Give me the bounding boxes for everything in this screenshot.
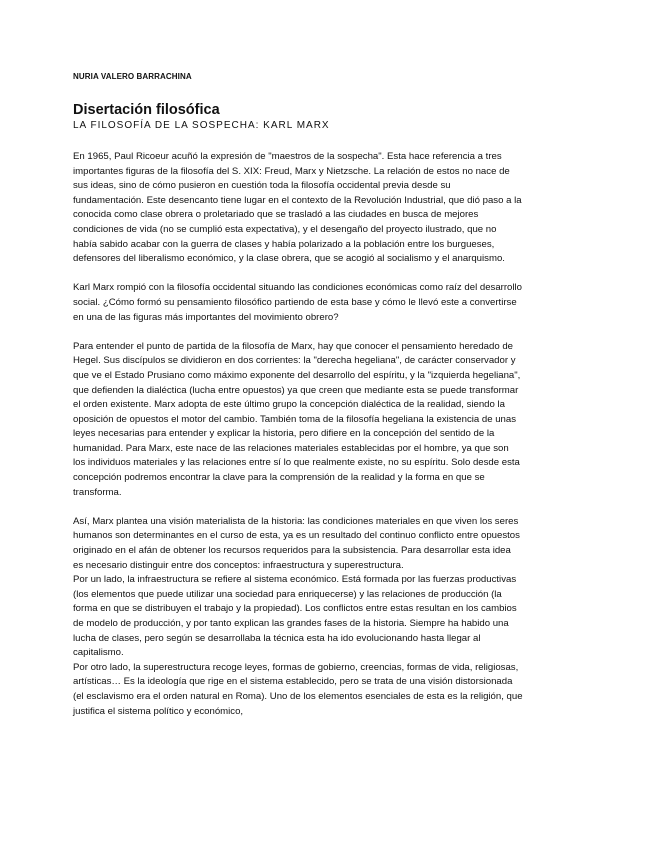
paragraph-intro: En 1965, Paul Ricoeur acuñó la expresión de "maestros de la sospecha". Esta hace referencia a tres importantes figuras de la filosofía del S. XIX: Freud, Marx y Nietzsche. La relación de estos no nace de sus ideas, sino de cómo pusieron en cuestión toda la filosofía occidental previa desde su fundamentación. Este desencanto tiene lugar en el contexto de la Revolución Industrial, que dió paso a la conocida como clase obrera o proletariado que se trasladó a las ciudades en busca de mejores condiciones de vida (no se cumplió esta expectativa), y el desengaño del proyecto ilustrado, que no había sabido acabar con la guerra de clases y había polarizado a la población entre los burgueses, defensores del liberalismo económico, y la clase obrera, que se acogió al socialismo y el anarquismo. [73, 151, 522, 265]
document-page [73, 72, 523, 719]
paragraph-question: Karl Marx rompió con la filosofía occidental situando las condiciones económicas como raíz del desarrollo social. ¿Cómo formó su pensamiento filosófico partiendo de esta base y cómo le llevó este a convertirse en una de las figuras más importantes del movimiento obrero? [73, 282, 522, 323]
paragraph-superstructure: Por otro lado, la superestructura recoge leyes, formas de gobierno, creencias, formas de vida, religiosas, artísticas… Es la ideología que rige en el sistema establecido, pero se trata de una visión distorsionada (el esclavismo era el orden natural en Roma). Uno de los elementos esenciales de esta es la religión, que justifica el sistema político y económico, [73, 661, 523, 717]
author-name: NURIA VALERO BARRACHINA [73, 72, 192, 81]
paragraph-hegel: Para entender el punto de partida de la filosofía de Marx, hay que conocer el pensamiento heredado de Hegel. Sus discípulos se dividieron en dos corrientes: la "derecha hegeliana", de carácter conservador y que ve el Estado Prusiano como máximo exponente del desarrollo del espíritu, y la "izquierda hegeliana", que defienden la dialéctica (lucha entre opuestos) ya que creen que mediante esta se puede transformar el orden existente. Marx adopta de este último grupo la concepción dialéctica de la realidad, siendo la oposición de opuestos el motor del cambio. También toma de la filosofía hegeliana la existencia de unas leyes necesarias para entender y explicar la historia, pero difiere en la concepción del sentido de la humanidad. Para Marx, este nace de las relaciones materiales establecidas por el hombre, ya que son los individuos materiales y las relaciones entre sí lo que realmente existe, no su espíritu. Solo desde esta concepción podremos encontrar la clave para la comprensión de la realidad y la forma en que se transforma. [73, 340, 521, 498]
document-subtitle: LA FILOSOFÍA DE LA SOSPECHA: KARL MARX [73, 120, 330, 131]
document-title: Disertación filosófica [73, 102, 220, 118]
paragraph-infrastructure: Por un lado, la infraestructura se refiere al sistema económico. Está formada por las fuerzas productivas (los elementos que puede utilizar una sociedad para enriquecerse) y las relaciones de producción (la forma en que se distribuyen el trabajo y la propiedad). Los conflictos entre estas resultan en los cambios de modelo de producción, y por tanto explican las grandes fases de la historia. Siempre ha habido una lucha de clases, pero según se desarrollaba la técnica esta ha ido evolucionando hasta llegar al capitalismo. [73, 574, 517, 659]
paragraph-materialism: Así, Marx plantea una visión materialista de la historia: las condiciones materiales en que viven los seres humanos son determinantes en el curso de esta, ya es un resultado del continuo conflicto entre opuestos originado en el afán de obtener los recursos requeridos para la subsistencia. Para desarrollar esta idea es necesario distinguir entre dos conceptos: infraestructura y superestructura. [73, 515, 520, 571]
